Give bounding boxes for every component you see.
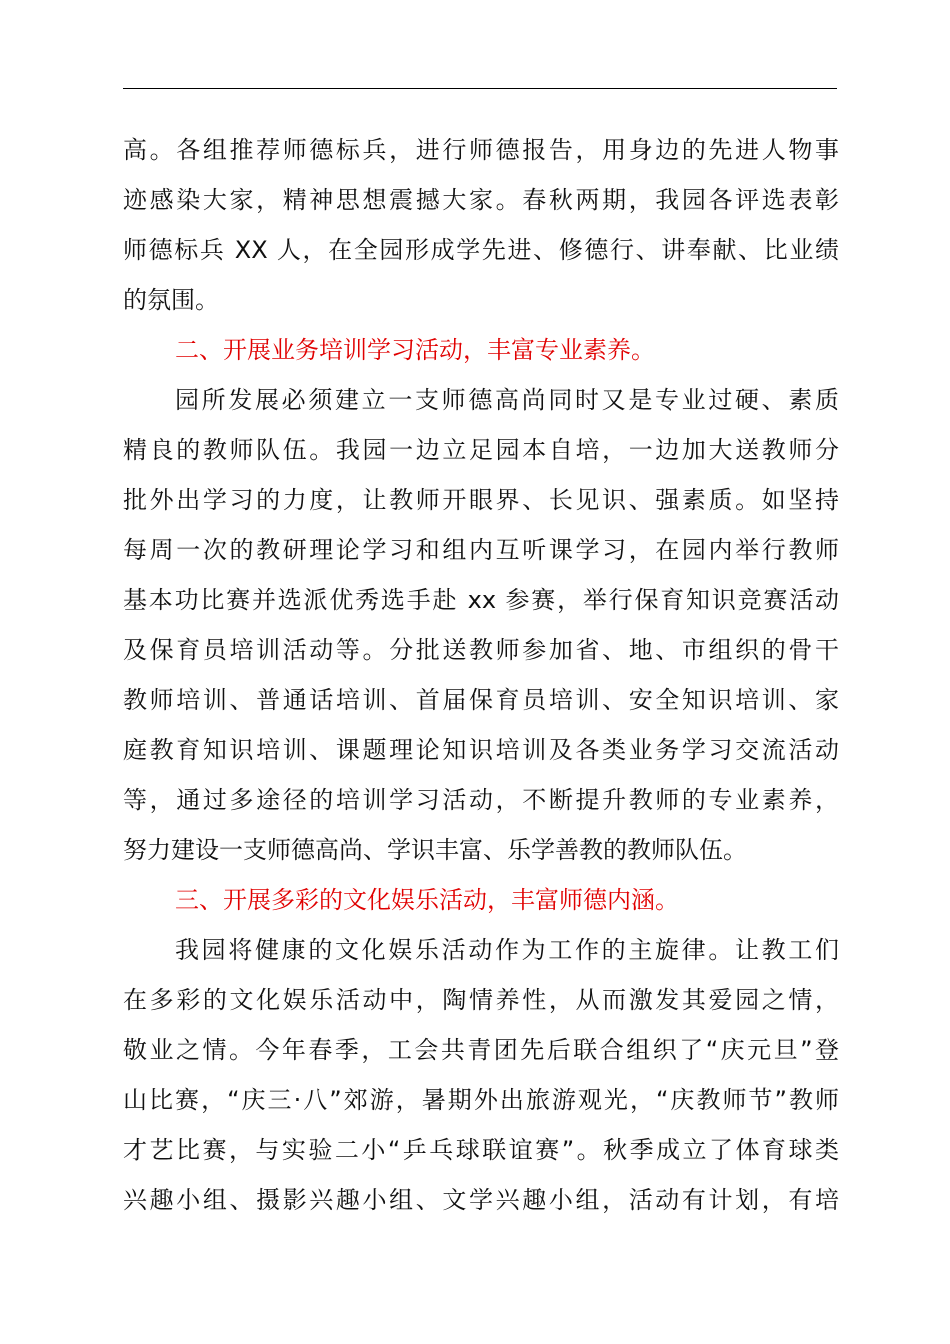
paragraph-line: 我园将健康的文化娱乐活动作为工作的主旋律。让教工们 — [175, 936, 839, 964]
section-heading-2: 二、开展业务培训学习活动，丰富专业素养。 — [175, 336, 655, 364]
paragraph-line: 高。各组推荐师德标兵，进行师德报告，用身边的先进人物事 — [123, 136, 839, 164]
paragraph-line: 敬业之情。今年春季，工会共青团先后联合组织了“庆元旦”登 — [123, 1036, 839, 1064]
paragraph-line: 园所发展必须建立一支师德高尚同时又是专业过硬、素质 — [175, 386, 839, 414]
paragraph-line: 在多彩的文化娱乐活动中，陶情养性，从而激发其爱园之情， — [123, 986, 839, 1014]
paragraph-line: 的氛围。 — [123, 286, 219, 314]
paragraph-line: 努力建设一支师德高尚、学识丰富、乐学善教的教师队伍。 — [123, 836, 747, 864]
paragraph-line: 等，通过多途径的培训学习活动，不断提升教师的专业素养， — [123, 786, 839, 814]
paragraph-line: 师德标兵 XX 人，在全园形成学先进、修德行、讲奉献、比业绩 — [123, 236, 839, 264]
paragraph-line: 庭教育知识培训、课题理论知识培训及各类业务学习交流活动 — [123, 736, 839, 764]
paragraph-line: 精良的教师队伍。我园一边立足园本自培，一边加大送教师分 — [123, 436, 839, 464]
paragraph-line: 基本功比赛并选派优秀选手赴 xx 参赛，举行保育知识竞赛活动 — [123, 586, 839, 614]
paragraph-line: 教师培训、普通话培训、首届保育员培训、安全知识培训、家 — [123, 686, 839, 714]
paragraph-line: 山比赛，“庆三·八”郊游，暑期外出旅游观光，“庆教师节”教师 — [123, 1086, 839, 1114]
paragraph-line: 及保育员培训活动等。分批送教师参加省、地、市组织的骨干 — [123, 636, 839, 664]
paragraph-line: 才艺比赛，与实验二小“乒乓球联谊赛”。秋季成立了体育球类 — [123, 1136, 839, 1164]
header-rule — [123, 88, 837, 89]
paragraph-line: 每周一次的教研理论学习和组内互听课学习，在园内举行教师 — [123, 536, 839, 564]
paragraph-line: 兴趣小组、摄影兴趣小组、文学兴趣小组，活动有计划，有培 — [123, 1186, 839, 1214]
paragraph-line: 批外出学习的力度，让教师开眼界、长见识、强素质。如坚持 — [123, 486, 839, 514]
paragraph-line: 迹感染大家，精神思想震撼大家。春秋两期，我园各评选表彰 — [123, 186, 839, 214]
document-body — [123, 125, 839, 1225]
section-heading-3: 三、开展多彩的文化娱乐活动，丰富师德内涵。 — [175, 886, 679, 914]
